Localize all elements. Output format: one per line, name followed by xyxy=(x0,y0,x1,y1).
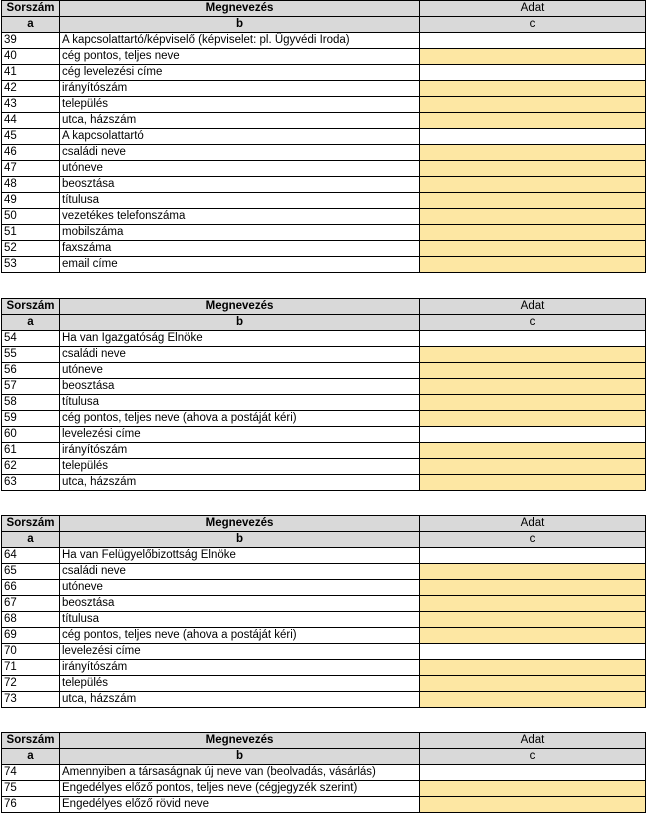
row-number: 46 xyxy=(2,145,60,161)
row-number: 56 xyxy=(2,363,60,379)
column-letter-c: c xyxy=(420,532,646,548)
column-header-megnevezes: Megnevezés xyxy=(60,299,420,315)
column-header-adat: Adat xyxy=(420,733,646,749)
data-input-cell[interactable] xyxy=(420,797,646,813)
row-label: levelezési címe xyxy=(60,644,420,660)
row-label: Ha van Igazgatóság Elnöke xyxy=(60,331,420,347)
row-label: utca, házszám xyxy=(60,113,420,129)
table-row xyxy=(2,548,646,564)
row-number: 74 xyxy=(2,765,60,781)
row-label: családi neve xyxy=(60,145,420,161)
row-number: 72 xyxy=(2,676,60,692)
column-letter-a: a xyxy=(2,315,60,331)
table-row xyxy=(2,363,646,379)
data-input-cell[interactable] xyxy=(420,113,646,129)
column-header-adat: Adat xyxy=(420,299,646,315)
row-label: Ha van Felügyelőbizottság Elnöke xyxy=(60,548,420,564)
row-label: irányítószám xyxy=(60,81,420,97)
row-number: 67 xyxy=(2,596,60,612)
row-label: Engedélyes előző pontos, teljes neve (cégjegyzék szerint) xyxy=(60,781,420,797)
data-input-cell[interactable] xyxy=(420,81,646,97)
row-number: 71 xyxy=(2,660,60,676)
row-label: cég pontos, teljes neve (ahova a postáját kéri) xyxy=(60,411,420,427)
row-label: utca, házszám xyxy=(60,692,420,708)
table-row xyxy=(2,781,646,797)
row-label: cég pontos, teljes neve (ahova a postáját kéri) xyxy=(60,628,420,644)
column-header-sorszam: Sorszám xyxy=(2,1,60,17)
data-cell xyxy=(420,548,646,564)
data-input-cell[interactable] xyxy=(420,692,646,708)
row-label: település xyxy=(60,97,420,113)
table-row xyxy=(2,347,646,363)
table-row xyxy=(2,644,646,660)
table-row xyxy=(2,331,646,347)
column-letter-b: b xyxy=(60,17,420,33)
data-input-cell[interactable] xyxy=(420,580,646,596)
row-number: 55 xyxy=(2,347,60,363)
data-cell xyxy=(420,765,646,781)
row-number: 58 xyxy=(2,395,60,411)
data-input-cell[interactable] xyxy=(420,612,646,628)
subheader-row xyxy=(2,17,646,33)
row-label: títulusa xyxy=(60,612,420,628)
data-cell xyxy=(420,33,646,49)
data-input-cell[interactable] xyxy=(420,145,646,161)
column-letter-c: c xyxy=(420,315,646,331)
table-row xyxy=(2,692,646,708)
table-row xyxy=(2,765,646,781)
data-cell xyxy=(420,129,646,145)
header-row xyxy=(2,299,646,315)
table-row xyxy=(2,475,646,491)
table-row xyxy=(2,145,646,161)
row-number: 42 xyxy=(2,81,60,97)
form-table-section-1 xyxy=(1,0,646,273)
row-label: utca, házszám xyxy=(60,475,420,491)
row-number: 45 xyxy=(2,129,60,145)
data-cell xyxy=(420,427,646,443)
data-input-cell[interactable] xyxy=(420,459,646,475)
table-row xyxy=(2,459,646,475)
row-label: cég levelezési címe xyxy=(60,65,420,81)
row-number: 39 xyxy=(2,33,60,49)
column-header-sorszam: Sorszám xyxy=(2,516,60,532)
data-input-cell[interactable] xyxy=(420,193,646,209)
row-number: 63 xyxy=(2,475,60,491)
table-row xyxy=(2,596,646,612)
data-input-cell[interactable] xyxy=(420,660,646,676)
data-input-cell[interactable] xyxy=(420,363,646,379)
column-letter-a: a xyxy=(2,532,60,548)
table-row xyxy=(2,193,646,209)
row-label: mobilszáma xyxy=(60,225,420,241)
table-row xyxy=(2,379,646,395)
data-input-cell[interactable] xyxy=(420,241,646,257)
table-row xyxy=(2,129,646,145)
column-letter-b: b xyxy=(60,532,420,548)
table-row xyxy=(2,209,646,225)
table-row xyxy=(2,580,646,596)
row-number: 53 xyxy=(2,257,60,273)
row-number: 40 xyxy=(2,49,60,65)
data-cell xyxy=(420,644,646,660)
column-header-sorszam: Sorszám xyxy=(2,733,60,749)
row-number: 61 xyxy=(2,443,60,459)
data-input-cell[interactable] xyxy=(420,49,646,65)
table-row xyxy=(2,612,646,628)
row-number: 65 xyxy=(2,564,60,580)
data-input-cell[interactable] xyxy=(420,97,646,113)
row-label: títulusa xyxy=(60,395,420,411)
data-input-cell[interactable] xyxy=(420,257,646,273)
row-label: A kapcsolattartó/képviselő (képviselet: pl. Ügyvédi Iroda) xyxy=(60,33,420,49)
row-label: A kapcsolattartó xyxy=(60,129,420,145)
data-input-cell[interactable] xyxy=(420,225,646,241)
column-header-adat: Adat xyxy=(420,1,646,17)
row-number: 64 xyxy=(2,548,60,564)
table-row xyxy=(2,33,646,49)
row-label: családi neve xyxy=(60,347,420,363)
row-label: beosztása xyxy=(60,596,420,612)
header-row xyxy=(2,516,646,532)
table-row xyxy=(2,97,646,113)
column-letter-a: a xyxy=(2,749,60,765)
data-input-cell[interactable] xyxy=(420,347,646,363)
column-letter-c: c xyxy=(420,17,646,33)
row-number: 48 xyxy=(2,177,60,193)
header-row xyxy=(2,1,646,17)
subheader-row xyxy=(2,315,646,331)
data-input-cell[interactable] xyxy=(420,395,646,411)
row-number: 52 xyxy=(2,241,60,257)
row-number: 57 xyxy=(2,379,60,395)
data-input-cell[interactable] xyxy=(420,781,646,797)
data-input-cell[interactable] xyxy=(420,628,646,644)
column-header-megnevezes: Megnevezés xyxy=(60,1,420,17)
row-number: 70 xyxy=(2,644,60,660)
column-letter-b: b xyxy=(60,315,420,331)
table-row xyxy=(2,676,646,692)
row-label: település xyxy=(60,459,420,475)
row-label: beosztása xyxy=(60,379,420,395)
row-number: 62 xyxy=(2,459,60,475)
row-number: 49 xyxy=(2,193,60,209)
row-label: utóneve xyxy=(60,363,420,379)
row-number: 75 xyxy=(2,781,60,797)
row-number: 59 xyxy=(2,411,60,427)
data-input-cell[interactable] xyxy=(420,564,646,580)
row-label: családi neve xyxy=(60,564,420,580)
row-number: 41 xyxy=(2,65,60,81)
column-header-megnevezes: Megnevezés xyxy=(60,733,420,749)
table-row xyxy=(2,427,646,443)
data-input-cell[interactable] xyxy=(420,676,646,692)
subheader-row xyxy=(2,532,646,548)
column-header-megnevezes: Megnevezés xyxy=(60,516,420,532)
data-input-cell[interactable] xyxy=(420,379,646,395)
column-letter-c: c xyxy=(420,749,646,765)
column-header-sorszam: Sorszám xyxy=(2,299,60,315)
data-cell xyxy=(420,331,646,347)
row-label: títulusa xyxy=(60,193,420,209)
row-number: 76 xyxy=(2,797,60,813)
row-number: 51 xyxy=(2,225,60,241)
column-letter-a: a xyxy=(2,17,60,33)
table-row xyxy=(2,113,646,129)
row-label: email címe xyxy=(60,257,420,273)
row-number: 54 xyxy=(2,331,60,347)
table-row xyxy=(2,177,646,193)
row-label: település xyxy=(60,676,420,692)
row-number: 66 xyxy=(2,580,60,596)
row-label: irányítószám xyxy=(60,443,420,459)
column-letter-b: b xyxy=(60,749,420,765)
row-number: 43 xyxy=(2,97,60,113)
table-row xyxy=(2,443,646,459)
data-input-cell[interactable] xyxy=(420,475,646,491)
table-row xyxy=(2,628,646,644)
subheader-row xyxy=(2,749,646,765)
row-label: levelezési címe xyxy=(60,427,420,443)
table-row xyxy=(2,797,646,813)
table-row xyxy=(2,65,646,81)
column-header-adat: Adat xyxy=(420,516,646,532)
data-input-cell[interactable] xyxy=(420,411,646,427)
row-label: Engedélyes előző rövid neve xyxy=(60,797,420,813)
table-row xyxy=(2,257,646,273)
data-input-cell[interactable] xyxy=(420,177,646,193)
data-input-cell[interactable] xyxy=(420,161,646,177)
table-row xyxy=(2,225,646,241)
row-label: faxszáma xyxy=(60,241,420,257)
table-row xyxy=(2,49,646,65)
row-label: cég pontos, teljes neve xyxy=(60,49,420,65)
row-number: 68 xyxy=(2,612,60,628)
form-table-section-2 xyxy=(1,298,646,491)
row-number: 50 xyxy=(2,209,60,225)
table-row xyxy=(2,241,646,257)
row-label: utóneve xyxy=(60,161,420,177)
data-input-cell[interactable] xyxy=(420,209,646,225)
row-number: 44 xyxy=(2,113,60,129)
table-row xyxy=(2,81,646,97)
table-row xyxy=(2,411,646,427)
row-label: irányítószám xyxy=(60,660,420,676)
data-cell xyxy=(420,65,646,81)
data-input-cell[interactable] xyxy=(420,443,646,459)
row-label: Amennyiben a társaságnak új neve van (beolvadás, vásárlás) xyxy=(60,765,420,781)
table-row xyxy=(2,161,646,177)
header-row xyxy=(2,733,646,749)
table-row xyxy=(2,395,646,411)
row-label: utóneve xyxy=(60,580,420,596)
row-number: 47 xyxy=(2,161,60,177)
row-label: beosztása xyxy=(60,177,420,193)
row-number: 60 xyxy=(2,427,60,443)
table-row xyxy=(2,564,646,580)
row-number: 69 xyxy=(2,628,60,644)
row-label: vezetékes telefonszáma xyxy=(60,209,420,225)
form-table-section-4 xyxy=(1,732,646,813)
table-row xyxy=(2,660,646,676)
row-number: 73 xyxy=(2,692,60,708)
data-input-cell[interactable] xyxy=(420,596,646,612)
form-table-section-3 xyxy=(1,515,646,708)
